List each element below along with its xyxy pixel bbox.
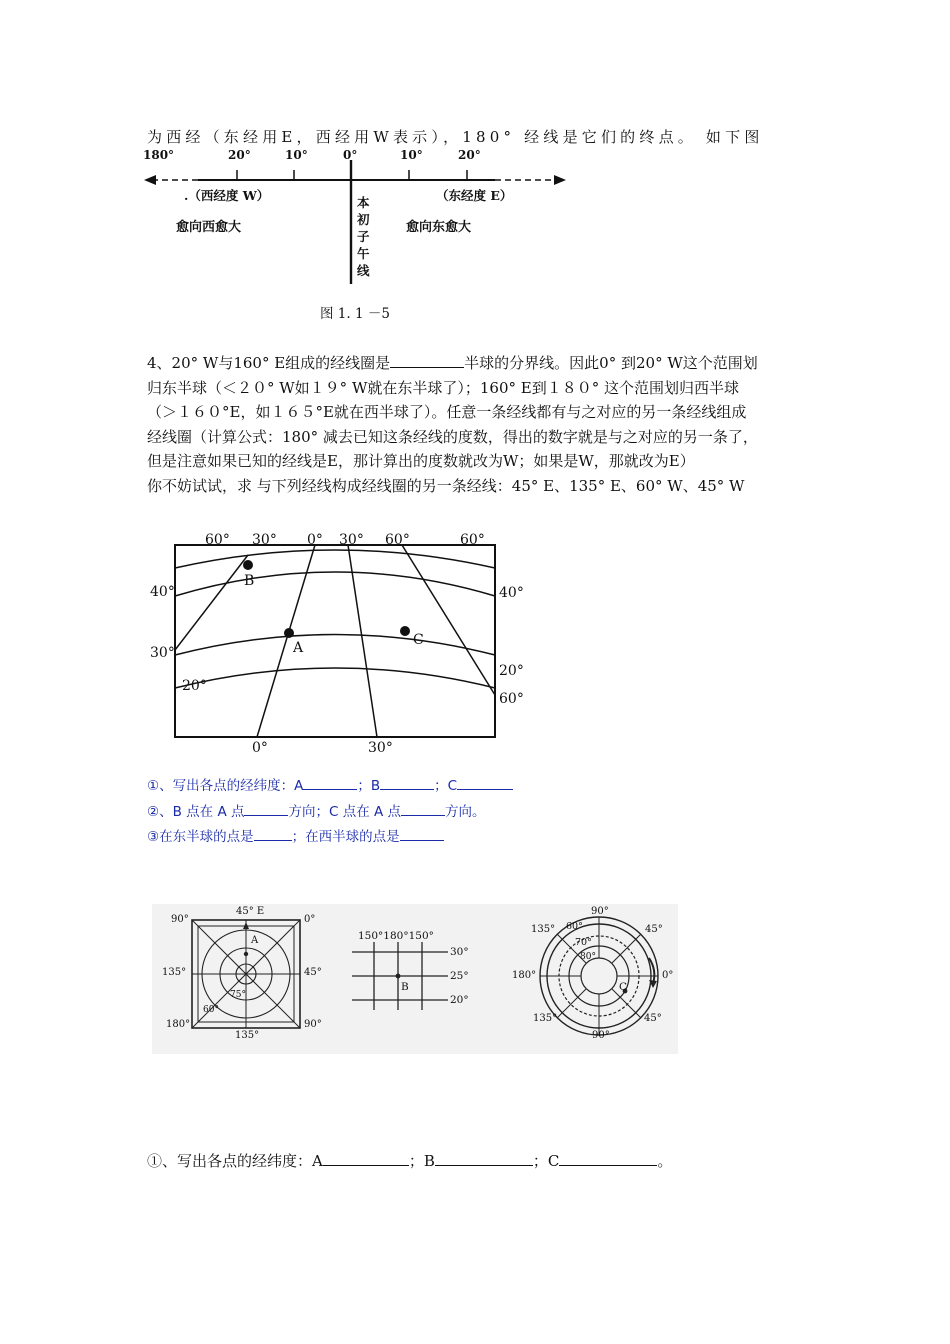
- meridian-char: 线: [357, 263, 370, 278]
- answer-blank-c[interactable]: [559, 1150, 657, 1166]
- polar-label: 135°: [531, 924, 556, 935]
- polar-label: 90°: [591, 906, 609, 917]
- text-span: ①、写出各点的经纬度：A: [147, 778, 304, 794]
- paragraph-line: [147, 352, 758, 375]
- paragraph-line: 归东半球（＜２０° W如１９° W就在东半球了）；160° E到１８０° 这个范围划归西半球: [147, 379, 739, 397]
- top-label: 60°: [205, 532, 230, 548]
- polar-label: 60°: [203, 1005, 219, 1015]
- right-label: 60°: [499, 691, 524, 707]
- polar-label: 135°: [235, 1030, 260, 1041]
- grid-top-labels: 150°180°150°: [358, 930, 434, 942]
- text-span: 。: [657, 1152, 673, 1170]
- grid-right-label: 20°: [450, 994, 469, 1006]
- point-label-b: B: [401, 981, 409, 993]
- text-span: ；C: [532, 1152, 560, 1170]
- grid-diagram: [352, 940, 448, 1010]
- polar-label: 180°: [166, 1019, 191, 1030]
- tick-label-20w: 20°: [228, 148, 251, 162]
- polar-label: 0°: [662, 970, 674, 981]
- paragraph-line: （＞１６０°E，如１６５°E就在西半球了）。任意一条经线都有与之对应的另一条经线组成: [147, 403, 747, 421]
- text-span: ；B: [357, 778, 381, 794]
- paragraph-line: 经线圈（计算公式：180° 减去已知这条经线的度数，得出的数字就是与之对应的另一条了，: [147, 428, 758, 446]
- final-question: [147, 1150, 672, 1173]
- intro-text: 为西经（东经用E，西经用W表示），180° 经线是它们的终点。 如下图: [147, 128, 764, 146]
- top-label: 60°: [385, 532, 410, 548]
- text-span: 半球的分界线。因此0° 到20° W这个范围划: [464, 354, 758, 372]
- point-label-c: C: [413, 632, 424, 648]
- polar-label: 90°: [304, 1019, 322, 1030]
- bottom-label: 0°: [252, 740, 268, 756]
- tick-label-20e: 20°: [458, 148, 481, 162]
- top-label: 0°: [307, 532, 323, 548]
- top-label: 30°: [252, 532, 277, 548]
- polar-label: 90°: [171, 914, 189, 925]
- graticule-map-svg: [170, 540, 500, 740]
- top-label: 30°: [339, 532, 364, 548]
- answer-blank[interactable]: [244, 802, 288, 816]
- tick-label-180: 180°: [143, 148, 175, 162]
- polar-label: 90°: [592, 1030, 610, 1041]
- text-span: 方向；C 点在 A 点: [288, 804, 402, 820]
- west-longitude-label: .（西经度 W）: [184, 188, 270, 203]
- west-note: 愈向西愈大: [176, 220, 242, 235]
- answer-blank-c[interactable]: [457, 776, 513, 790]
- answer-blank[interactable]: [401, 802, 445, 816]
- answer-blank[interactable]: [254, 827, 292, 841]
- polar-label: 75°: [230, 990, 246, 1000]
- bottom-label: 30°: [368, 740, 393, 756]
- text-span: ①、写出各点的经纬度：A: [147, 1152, 323, 1170]
- tick-label-10e: 10°: [400, 148, 423, 162]
- meridian-char: 初: [357, 212, 370, 227]
- polar-label: 0°: [304, 914, 316, 925]
- text-span: 方向。: [445, 804, 486, 820]
- grid-right-label: 30°: [450, 946, 469, 958]
- text-span: ③在东半球的点是: [147, 829, 254, 845]
- polar-label: 180°: [512, 970, 537, 981]
- answer-blank-a[interactable]: [323, 1150, 409, 1166]
- question-1: [147, 775, 513, 798]
- tick-label-0: 0°: [343, 148, 358, 162]
- point-label-a: A: [293, 640, 304, 656]
- paragraph-line: 你不妨试试，求 与下列经线构成经线圈的另一条经线：45° E、135° E、60° W、45° W: [147, 477, 745, 495]
- left-label: 30°: [150, 645, 175, 661]
- point-label-b: B: [244, 573, 255, 589]
- east-longitude-label: （东经度 E）: [436, 188, 513, 203]
- polar-label: 135°: [533, 1013, 558, 1024]
- text-span: 4、20° W与160° E组成的经线圈是: [147, 354, 391, 372]
- tick-label-10w: 10°: [285, 148, 308, 162]
- paragraph-line: 但是注意如果已知的经线是E，那计算出的度数就改为W；如果是W，那就改为E）: [147, 452, 695, 470]
- figure-caption: 图 1. 1 －5: [320, 306, 390, 322]
- prime-meridian-label: [357, 194, 371, 279]
- east-note: 愈向东愈大: [406, 220, 472, 235]
- text-span: ；在西半球的点是: [291, 829, 400, 845]
- answer-blank[interactable]: [390, 352, 464, 368]
- polar-label: 45° E: [236, 906, 265, 917]
- answer-blank-b[interactable]: [435, 1150, 533, 1166]
- answer-blank-a[interactable]: [303, 776, 357, 790]
- answer-blank-b[interactable]: [380, 776, 434, 790]
- grid-right-label: 25°: [450, 970, 469, 982]
- polar-label: 45°: [645, 924, 663, 935]
- polar-label: 135°: [162, 967, 187, 978]
- answer-blank[interactable]: [400, 827, 444, 841]
- point-label-a: A: [251, 935, 259, 946]
- top-label: 60°: [460, 532, 485, 548]
- left-label: 20°: [182, 678, 207, 694]
- text-span: ；C: [434, 778, 458, 794]
- right-label: 20°: [499, 663, 524, 679]
- point-label-c: C: [619, 981, 628, 993]
- polar-label: 80°: [580, 952, 596, 962]
- polar-label: 70°: [575, 937, 592, 948]
- meridian-char: 午: [357, 246, 370, 261]
- polar-label: 60°: [566, 921, 583, 932]
- meridian-char: 本: [357, 195, 370, 210]
- text-span: ；B: [408, 1152, 435, 1170]
- meridian-char: 子: [357, 229, 370, 244]
- question-2: [147, 801, 486, 824]
- right-label: 40°: [499, 585, 524, 601]
- left-label: 40°: [150, 584, 175, 600]
- polar-label: 45°: [644, 1013, 662, 1024]
- question-3: [147, 826, 444, 849]
- polar-label: 45°: [304, 967, 322, 978]
- text-span: ②、B 点在 A 点: [147, 804, 245, 820]
